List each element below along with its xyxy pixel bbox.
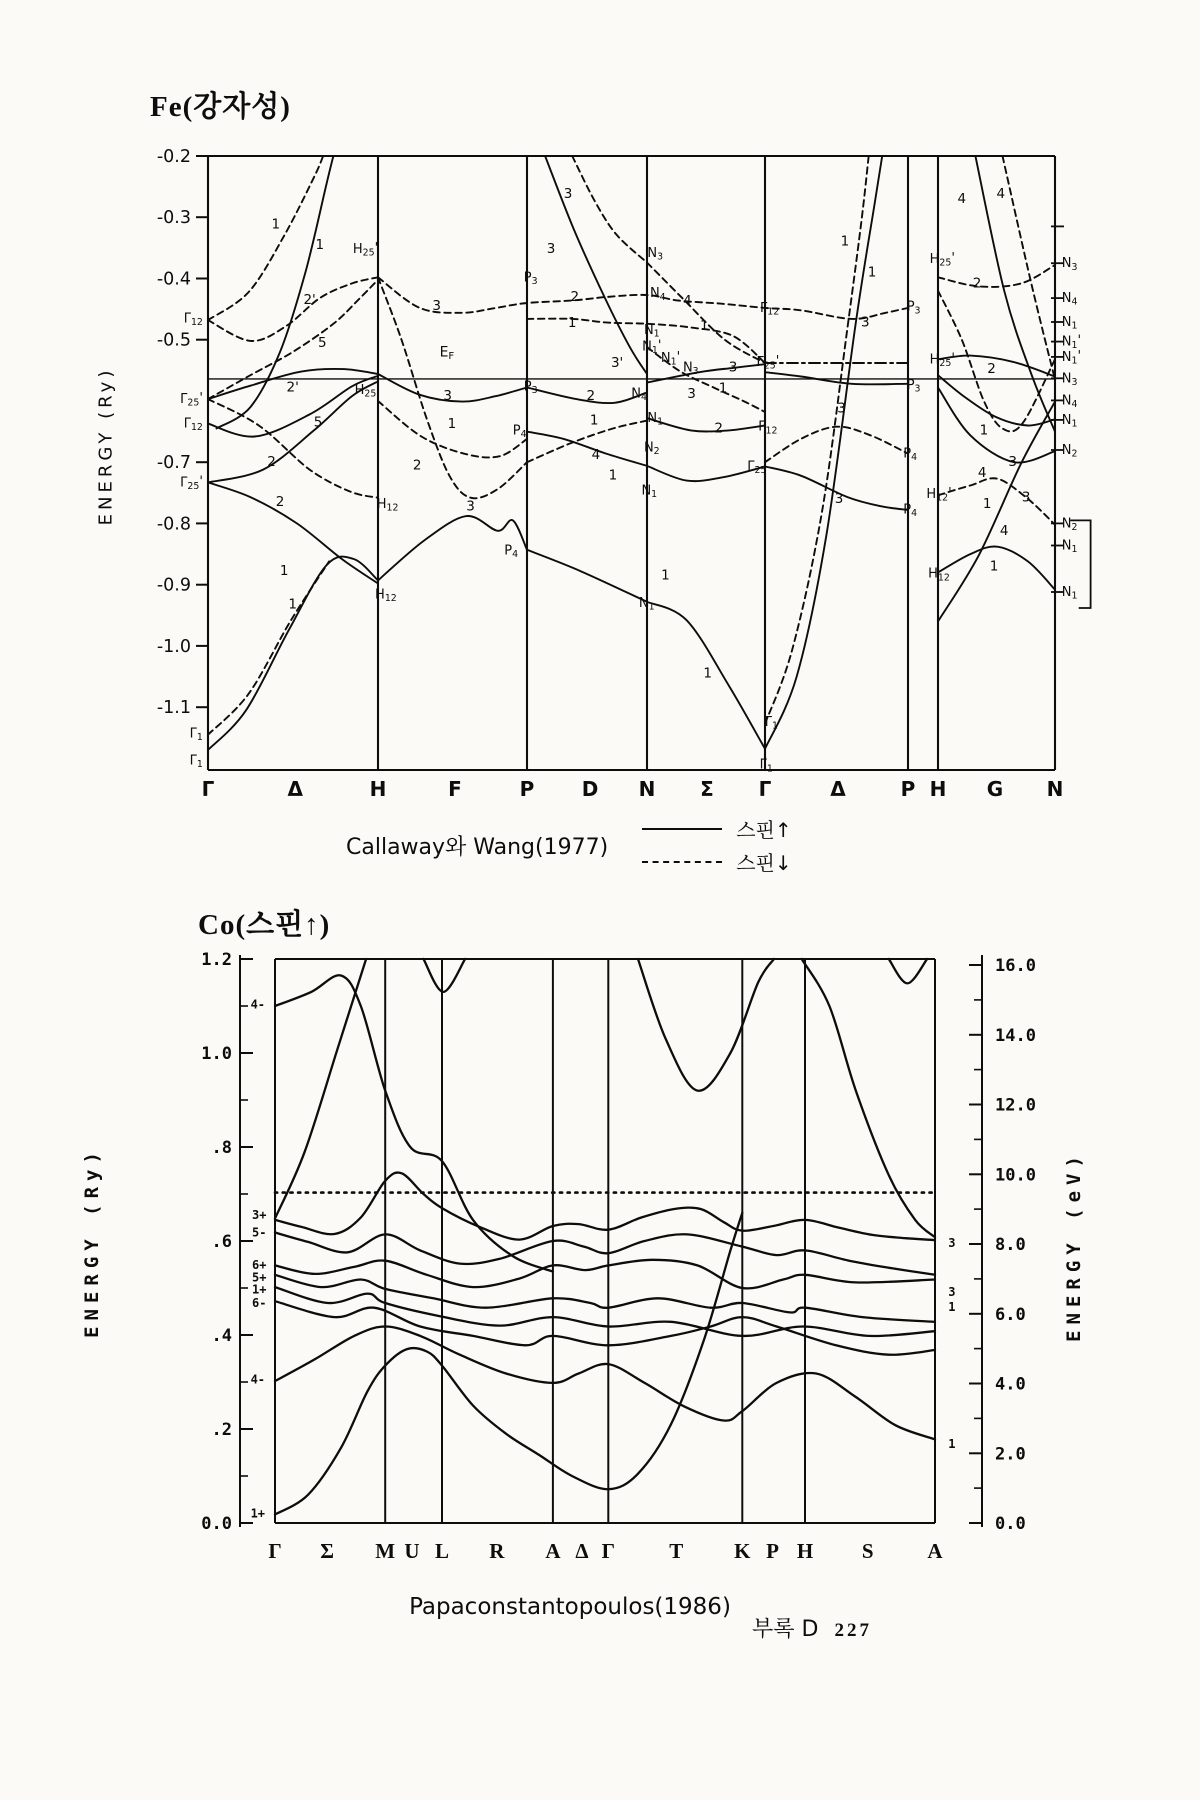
svg-text:-0.5: -0.5 bbox=[156, 330, 191, 351]
svg-text:P4: $P_4$ bbox=[903, 502, 918, 519]
svg-text:Σ: Σ bbox=[700, 777, 714, 801]
svg-text:Δ: Δ bbox=[575, 1539, 589, 1563]
svg-text:M: M bbox=[375, 1539, 396, 1563]
svg-text:3: 3 bbox=[563, 186, 573, 202]
svg-text:1: 1 bbox=[700, 318, 709, 335]
legend-row-spin-up bbox=[642, 814, 791, 843]
svg-text:H: H bbox=[796, 1539, 814, 1563]
svg-text:1: 1 bbox=[982, 495, 992, 512]
svg-text:2: 2 bbox=[972, 275, 982, 292]
co-right-y-axis-label: ENERGY (eV) bbox=[1063, 1150, 1085, 1342]
svg-text:4: 4 bbox=[996, 186, 1006, 202]
svg-text:8.0: 8.0 bbox=[995, 1235, 1026, 1255]
spin-up-label: 스핀↑ bbox=[736, 818, 792, 842]
svg-text:0.0: 0.0 bbox=[201, 1514, 232, 1534]
svg-text:3: 3 bbox=[687, 386, 696, 403]
svg-text:2': 2' bbox=[303, 291, 316, 308]
svg-text:Γ1: $\Gamma_1$ bbox=[759, 757, 773, 775]
svg-text:4.0: 4.0 bbox=[995, 1374, 1026, 1395]
svg-text:EF: EF bbox=[439, 344, 455, 363]
svg-text:N1: $N_1$ bbox=[647, 411, 664, 428]
svg-text:6+: 6+ bbox=[251, 1258, 267, 1272]
svg-text:H25': $H_{25}'$ bbox=[929, 351, 955, 369]
fe-caption-row bbox=[346, 814, 792, 876]
page-footer bbox=[752, 1612, 872, 1643]
svg-text:1: 1 bbox=[271, 216, 281, 233]
svg-text:2: 2 bbox=[570, 288, 580, 305]
svg-text:3: 3 bbox=[1021, 489, 1031, 506]
svg-text:5: 5 bbox=[313, 414, 323, 431]
svg-text:-0.8: -0.8 bbox=[156, 514, 191, 535]
svg-text:N4: $N_4$ bbox=[631, 386, 647, 404]
svg-text:-0.7: -0.7 bbox=[156, 453, 191, 474]
svg-text:1: 1 bbox=[840, 233, 850, 250]
svg-text:Δ: Δ bbox=[287, 777, 303, 801]
svg-text:D: D bbox=[581, 777, 599, 801]
svg-text:P4: $P_4$ bbox=[512, 423, 527, 440]
svg-text:1: 1 bbox=[661, 567, 670, 584]
svg-text:2': 2' bbox=[286, 379, 299, 396]
svg-text:P: P bbox=[900, 777, 916, 801]
svg-text:Γ: Γ bbox=[758, 777, 772, 801]
svg-text:Γ: Γ bbox=[268, 1539, 282, 1563]
svg-text:A: A bbox=[545, 1539, 561, 1563]
svg-text:N1: $N_1$ bbox=[1061, 585, 1078, 602]
svg-text:6-: 6- bbox=[251, 1296, 267, 1310]
svg-text:2: 2 bbox=[412, 457, 422, 474]
svg-text:1: 1 bbox=[447, 416, 457, 433]
svg-text:H12: $H_{12}$ bbox=[375, 587, 397, 605]
svg-text:N2: $N_2$ bbox=[1061, 443, 1078, 460]
svg-text:1: 1 bbox=[948, 1437, 956, 1451]
svg-text:-0.4: -0.4 bbox=[156, 269, 191, 290]
svg-text:1: 1 bbox=[589, 412, 599, 429]
svg-text:-0.3: -0.3 bbox=[156, 208, 191, 229]
svg-text:1: 1 bbox=[279, 563, 289, 580]
svg-text:2: 2 bbox=[267, 454, 276, 471]
svg-text:N1': $N_1'$ bbox=[660, 350, 681, 368]
svg-text:P3: $P_3$ bbox=[523, 270, 538, 287]
svg-text:1: 1 bbox=[315, 236, 325, 253]
svg-text:Γ25': $\Gamma_{25}'$ bbox=[756, 353, 780, 372]
svg-text:H25': $H_{25}'$ bbox=[929, 250, 955, 269]
svg-text:1: 1 bbox=[567, 315, 577, 332]
svg-text:3': 3' bbox=[610, 355, 624, 371]
svg-text:2.0: 2.0 bbox=[995, 1444, 1026, 1465]
svg-text:5-: 5- bbox=[251, 1225, 267, 1240]
svg-text:Γ12: $\Gamma_{12}$ bbox=[183, 416, 203, 434]
svg-text:Γ1: $\Gamma_1$ bbox=[189, 753, 203, 770]
svg-text:4-: 4- bbox=[250, 1372, 266, 1387]
co-chart-title: Co(스핀↑) bbox=[198, 909, 331, 941]
svg-text:Γ: Γ bbox=[201, 777, 215, 801]
svg-text:4: 4 bbox=[957, 190, 967, 207]
svg-text:2: 2 bbox=[714, 420, 723, 437]
svg-text:G: G bbox=[986, 777, 1004, 801]
svg-text:14.0: 14.0 bbox=[995, 1025, 1036, 1046]
svg-text:3: 3 bbox=[1008, 454, 1017, 471]
svg-text:-0.9: -0.9 bbox=[156, 575, 191, 596]
svg-text:N4: $N_4$ bbox=[1061, 291, 1078, 308]
svg-text:N3: $N_3$ bbox=[647, 245, 664, 263]
svg-text:Γ25: $\Gamma_{25}$ bbox=[747, 459, 767, 477]
footer-page-number: 227 bbox=[834, 1620, 872, 1641]
svg-text:2: 2 bbox=[987, 361, 996, 378]
legend-row-spin-down bbox=[642, 847, 791, 876]
svg-text:1+: 1+ bbox=[251, 1282, 267, 1297]
svg-text:-0.2: -0.2 bbox=[156, 147, 191, 167]
svg-text:N4: $N_4$ bbox=[1061, 393, 1078, 410]
svg-text:P4: $P_4$ bbox=[903, 446, 918, 464]
svg-text:P4: $P_4$ bbox=[504, 543, 519, 560]
svg-text:16.0: 16.0 bbox=[995, 956, 1036, 976]
fe-y-axis-label: ENERGY (Ry) bbox=[95, 366, 117, 526]
svg-text:12.0: 12.0 bbox=[995, 1095, 1036, 1116]
svg-text:6.0: 6.0 bbox=[995, 1304, 1026, 1325]
svg-text:Γ: Γ bbox=[601, 1539, 615, 1563]
svg-text:2: 2 bbox=[586, 388, 596, 405]
fe-chart-title: Fe(강자성) bbox=[150, 91, 291, 123]
svg-text:N1': $N_1'$ bbox=[642, 338, 662, 357]
footer-appendix-label: 부록 D bbox=[752, 1617, 819, 1642]
svg-text:H25': $H_{25}'$ bbox=[352, 241, 379, 259]
svg-text:S: S bbox=[861, 1539, 874, 1563]
svg-text:Γ12: $\Gamma_{12}$ bbox=[760, 300, 780, 318]
svg-text:3: 3 bbox=[948, 1235, 956, 1250]
svg-text:4-: 4- bbox=[250, 997, 266, 1012]
svg-text:H12: $H_{12}$ bbox=[928, 566, 950, 584]
svg-text:F: F bbox=[448, 777, 462, 801]
svg-text:3: 3 bbox=[432, 298, 441, 314]
svg-text:R: R bbox=[489, 1539, 505, 1563]
svg-text:-1.0: -1.0 bbox=[156, 636, 191, 657]
svg-text:N1: $N_1$ bbox=[1061, 315, 1078, 332]
svg-text:N1': $N_1'$ bbox=[1061, 333, 1082, 352]
svg-text:Γ12: $\Gamma_{12}$ bbox=[183, 311, 203, 328]
svg-text:P3: $P_3$ bbox=[906, 378, 921, 395]
svg-text:2: 2 bbox=[275, 494, 285, 510]
svg-text:H12: $H_{12}$ bbox=[376, 496, 399, 514]
svg-text:Γ1: $\Gamma_1$ bbox=[189, 726, 203, 744]
svg-text:H: H bbox=[929, 777, 947, 801]
svg-text:1: 1 bbox=[718, 380, 728, 397]
svg-text:Δ: Δ bbox=[830, 777, 846, 801]
svg-text:H25: $H_{25}$ bbox=[354, 382, 377, 400]
svg-text:Γ1: $\Gamma_1$ bbox=[764, 714, 778, 732]
svg-text:1: 1 bbox=[608, 467, 618, 484]
svg-text:N1: $N_1$ bbox=[638, 596, 655, 613]
dashed-line-swatch bbox=[642, 861, 722, 863]
svg-text:N1: $N_1$ bbox=[1061, 538, 1078, 556]
svg-text:3: 3 bbox=[546, 241, 556, 258]
svg-text:4: 4 bbox=[683, 293, 692, 310]
svg-text:N1: $N_1$ bbox=[1061, 412, 1078, 430]
co-left-y-axis-label: ENERGY (Ry) bbox=[81, 1146, 103, 1338]
spin-down-label: 스핀↓ bbox=[736, 851, 792, 875]
svg-text:10.0: 10.0 bbox=[995, 1165, 1036, 1186]
svg-text:P: P bbox=[766, 1539, 780, 1563]
svg-text:4: 4 bbox=[977, 465, 987, 482]
svg-text:P3: $P_3$ bbox=[906, 299, 921, 317]
co-source-caption: Papaconstantopoulos(1986) bbox=[409, 1594, 731, 1620]
svg-text:P: P bbox=[519, 777, 535, 801]
svg-text:1: 1 bbox=[867, 264, 877, 281]
svg-text:1.2: 1.2 bbox=[201, 950, 232, 970]
svg-text:3+: 3+ bbox=[251, 1208, 267, 1223]
svg-text:N1': $N_1'$ bbox=[1061, 348, 1082, 367]
svg-text:N3: $N_3$ bbox=[682, 360, 699, 377]
svg-text:3: 3 bbox=[861, 314, 870, 331]
svg-text:N2: $N_2$ bbox=[1061, 516, 1078, 533]
svg-text:3: 3 bbox=[728, 359, 738, 376]
svg-text:1: 1 bbox=[703, 665, 712, 682]
svg-text:1: 1 bbox=[979, 422, 989, 439]
svg-text:N3: $N_3$ bbox=[1061, 256, 1078, 273]
svg-text:N: N bbox=[638, 777, 656, 801]
svg-text:Γ12: $\Gamma_{12}$ bbox=[758, 419, 778, 437]
svg-text:U: U bbox=[404, 1539, 420, 1563]
svg-text:3: 3 bbox=[837, 400, 846, 417]
svg-text:P3: $P_3$ bbox=[523, 379, 538, 396]
svg-text:H: H bbox=[369, 777, 387, 801]
svg-text:.6: .6 bbox=[211, 1232, 232, 1252]
svg-text:N1: $N_1$ bbox=[643, 322, 660, 340]
svg-text:1.0: 1.0 bbox=[201, 1044, 232, 1064]
svg-text:K: K bbox=[734, 1539, 751, 1563]
svg-text:3: 3 bbox=[834, 490, 844, 507]
svg-text:3: 3 bbox=[443, 388, 452, 405]
svg-text:Γ25': $\Gamma_{25}'$ bbox=[180, 391, 203, 409]
fe-source-caption: Callaway와 Wang(1977) bbox=[346, 834, 609, 860]
svg-text:N1: $N_1$ bbox=[641, 483, 658, 500]
svg-text:T: T bbox=[669, 1539, 684, 1563]
svg-text:N2: $N_2$ bbox=[643, 440, 660, 458]
svg-text:L: L bbox=[434, 1539, 450, 1563]
svg-text:Σ: Σ bbox=[320, 1539, 334, 1563]
svg-text:1: 1 bbox=[288, 596, 297, 613]
svg-text:N: N bbox=[1046, 777, 1064, 801]
svg-text:3: 3 bbox=[466, 498, 475, 515]
svg-text:4: 4 bbox=[999, 522, 1009, 539]
solid-line-swatch bbox=[642, 828, 722, 830]
svg-text:H12': $H_{12}'$ bbox=[926, 486, 952, 504]
svg-text:.4: .4 bbox=[211, 1326, 232, 1346]
svg-text:5+: 5+ bbox=[251, 1270, 267, 1285]
svg-text:4: 4 bbox=[591, 446, 601, 463]
svg-text:3: 3 bbox=[948, 1284, 956, 1299]
svg-text:5: 5 bbox=[318, 334, 327, 351]
svg-text:1: 1 bbox=[989, 558, 999, 575]
svg-text:1+: 1+ bbox=[250, 1506, 266, 1521]
svg-text:Γ25': $\Gamma_{25}'$ bbox=[180, 474, 203, 492]
svg-text:.2: .2 bbox=[211, 1420, 232, 1440]
svg-text:0.0: 0.0 bbox=[995, 1514, 1026, 1534]
svg-text:N4: $N_4$ bbox=[649, 286, 666, 303]
svg-text:A: A bbox=[927, 1539, 943, 1563]
svg-text:.8: .8 bbox=[211, 1138, 232, 1158]
svg-text:N3: $N_3$ bbox=[1061, 371, 1078, 388]
svg-text:1: 1 bbox=[948, 1299, 956, 1314]
svg-text:-1.1: -1.1 bbox=[156, 698, 191, 719]
fe-spin-legend bbox=[642, 814, 791, 876]
